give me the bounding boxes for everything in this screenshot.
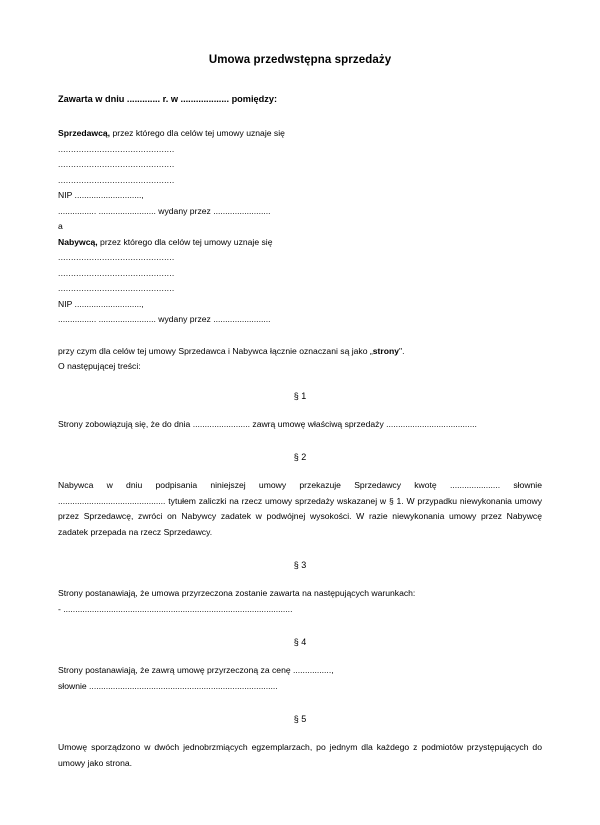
section-mark-2: § 2 — [293, 452, 307, 462]
seller-block — [58, 126, 542, 219]
buyer-label: Nabywcą, — [58, 236, 98, 247]
buyer-dots-3: ............................................. — [58, 283, 175, 293]
buyer-label-rest: przez którego dla celów tej umowy uznaje się — [97, 236, 273, 247]
seller-dots-3: ............................................. — [58, 174, 175, 185]
intro-line: Zawarta w dniu ............. r. w ................... pomiędzy: — [58, 94, 278, 104]
conjunction-a: a — [58, 221, 63, 231]
section-text-3: Strony postanawiają, że umowa przyrzeczona zostanie zawarta na następujących warunkach: — [58, 588, 416, 598]
parties-note-post: ". — [399, 345, 405, 356]
section-mark-1: § 1 — [293, 390, 307, 401]
parties-note-pre: przy czym dla celów tej umowy Sprzedawca i Nabywca łącznie oznaczani są jako — [58, 345, 370, 356]
seller-dots-1: ............................................. — [58, 143, 175, 154]
buyer-nip: NIP ............................, — [58, 298, 144, 309]
seller-label-rest: przez którego dla celów tej umowy uznaje się — [110, 128, 285, 138]
buyer-issued-by: ................ ........................ wydany przez ........................ — [58, 314, 271, 324]
seller-issued-by: ................ ........................ wydany przez ........................ — [58, 205, 271, 216]
parties-note-bold: strony — [372, 345, 400, 356]
section-mark-5: § 5 — [293, 714, 307, 724]
parties-note-quote: „ — [369, 345, 373, 356]
section-text-4: Strony postanawiają, że zawrą umowę przyrzeczoną za cenę ................, — [58, 665, 334, 675]
buyer-heading — [58, 235, 542, 251]
seller-label: Sprzedawcą, — [58, 128, 111, 138]
section-mark-4: § 4 — [293, 637, 307, 647]
section-text-5: Umowę sporządzono w dwóch jednobrzmiących egzemplarzach, po jednym dla każdego z podmiotów przystępujących do umowy jako strona. — [58, 742, 542, 768]
parties-note — [58, 344, 542, 360]
seller-dots-2: ............................................. — [58, 159, 175, 169]
following-content-line: O następującej treści: — [58, 361, 141, 371]
page-title: Umowa przedwstępna sprzedaży — [208, 54, 392, 66]
seller-nip: NIP ............................, — [58, 190, 144, 200]
section-text-3b: - ................................................................................................ — [58, 603, 293, 614]
section-text-1: Strony zobowiązują się, że do dnia ........................ zawrą umowę właściwą sprzedaży ...................................... — [58, 418, 477, 429]
section-text-2: Nabywca w dniu podpisania niniejszej umowy przekazuje Sprzedawcy kwotę ..................... słownie ............................................. tytułem zaliczki na rzecz umowy sprzedaży wskazanej w § 1. W przypadku niewykonania umowy przez Sprzedawcę, zwróci on Nabywcy zadatek w podwójnej wysokości. W razie niewykonania umowy przez Nabywcę zadatek przepada na rzecz Sprzedawcy. — [58, 480, 542, 537]
buyer-dots-2: ............................................. — [58, 267, 175, 278]
seller-heading — [58, 126, 542, 142]
section-text-4b: słownie ............................................................................... — [58, 680, 278, 691]
section-mark-3: § 3 — [293, 560, 307, 570]
buyer-block — [58, 235, 542, 328]
buyer-dots-1: ............................................. — [58, 252, 175, 262]
